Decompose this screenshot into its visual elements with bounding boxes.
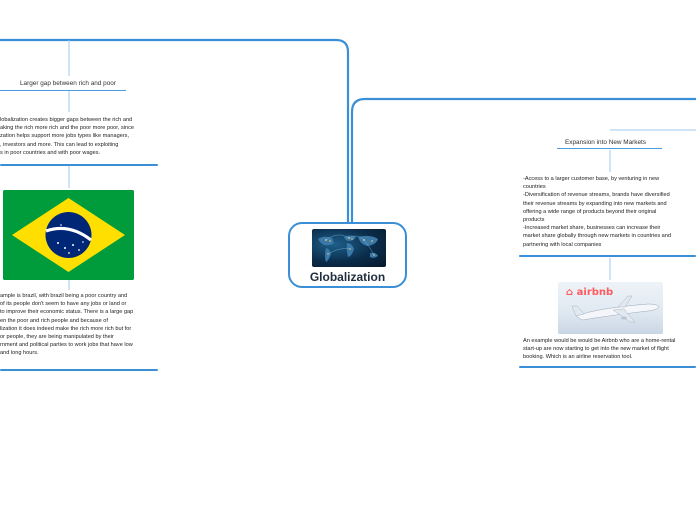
left-example-line: en the poor and rich people and because of xyxy=(0,317,108,324)
right-example-line: An example would be would be Airbnb who are a home-rental xyxy=(523,338,676,344)
left-example[interactable] xyxy=(0,292,160,358)
left-description-line: , investors and more. This can lead to exploiting xyxy=(0,141,119,148)
central-title: Globalization xyxy=(309,270,386,284)
airbnb-airplane-image[interactable] xyxy=(558,282,663,334)
right-description-line: -Diversification of revenue streams, brands have diversified xyxy=(523,192,670,199)
right-description-line: offering a wide range of products beyond their original xyxy=(523,208,657,215)
left-example-underline xyxy=(0,369,158,371)
left-topic-underline xyxy=(0,90,126,91)
right-description-line: countries xyxy=(523,184,546,191)
world-map-image xyxy=(312,229,386,267)
right-description-line: -Access to a larger customer base, by venturing in new xyxy=(523,176,660,182)
right-description-line: products xyxy=(523,217,545,224)
right-description-line: their revenue streams by expanding into new markets and xyxy=(523,200,667,207)
left-description-line: aking the rich more rich and the poor more poor, since xyxy=(0,125,135,132)
left-example-line: and long hours. xyxy=(0,350,39,357)
right-description[interactable] xyxy=(523,175,696,249)
airplane-icon xyxy=(558,282,663,334)
brazil-flag-image[interactable] xyxy=(3,190,134,280)
right-description-line: market share globally through new markets in countries and xyxy=(523,233,671,240)
left-example-line: rnment and political parties to work jobs that have low xyxy=(0,342,133,349)
right-topic-label[interactable]: Expansion into New Markets xyxy=(565,139,646,146)
airbnb-logo-icon: ⌂ xyxy=(566,287,574,298)
left-description-line: s in poor countries and with poor wages. xyxy=(0,149,101,156)
left-example-line: of its people don't seem to have any jobs or land or xyxy=(0,301,127,308)
left-description[interactable] xyxy=(0,116,160,157)
left-description-line: lobalization creates bigger gaps between the rich and xyxy=(0,117,133,123)
right-example-underline xyxy=(519,366,696,368)
left-example-line: ample is brazil, with brazil being a poor country and xyxy=(0,293,128,299)
left-example-line: lization it does indeed make the rich more rich but for xyxy=(0,325,132,332)
right-description-line: -Increased market share, businesses can increase their xyxy=(523,225,661,232)
left-topic-label[interactable]: Larger gap between rich and poor xyxy=(20,80,116,87)
left-example-line: to improve their economic status. There is a large gap xyxy=(0,309,134,316)
right-example-line: start-up are now starting to get into the new market of flight xyxy=(523,346,669,353)
right-description-line: partnering with local companies xyxy=(523,241,602,248)
airbnb-logo-text: airbnb xyxy=(576,287,614,298)
right-topic-underline xyxy=(557,148,662,149)
right-description-underline xyxy=(519,255,696,257)
left-description-underline xyxy=(0,164,158,166)
brazil-flag-icon xyxy=(3,190,134,280)
world-map-icon xyxy=(312,229,386,267)
right-example[interactable] xyxy=(523,337,696,362)
left-example-line: or people, they are being manipulated by their xyxy=(0,334,114,341)
right-example-line: booking. Which is an airline reservation tool. xyxy=(523,354,633,361)
left-description-line: zation helps support more jobs types like managers, xyxy=(0,133,130,140)
central-node[interactable] xyxy=(288,222,407,288)
